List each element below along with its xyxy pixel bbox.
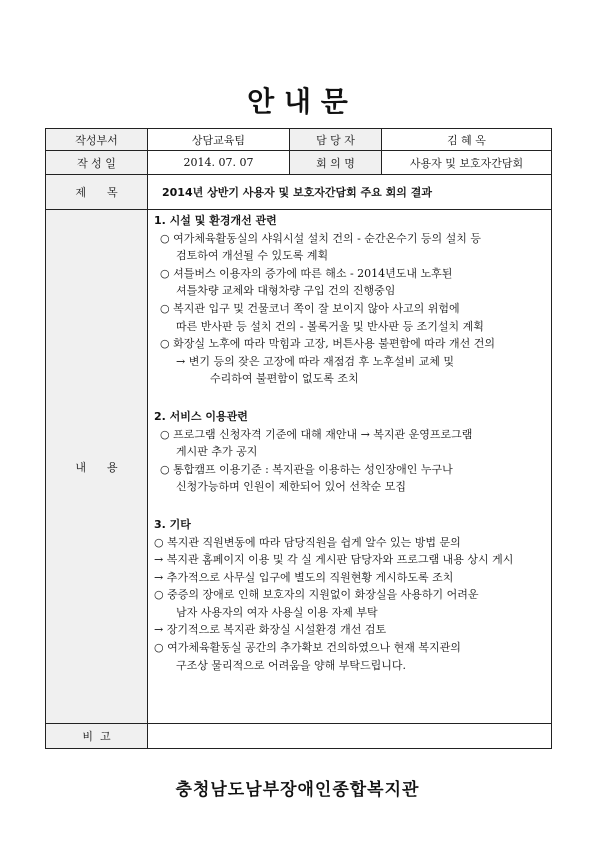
content-line: 검토하여 개선될 수 있도록 계획 (176, 249, 329, 263)
remarks-label: 비 고 (46, 724, 148, 749)
content-line: ○ 통합캠프 이용기준 : 복지관을 이용하는 성인장애인 누구나 (160, 462, 453, 476)
organization-name: 충청남도남부장애인종합복지관 (175, 780, 420, 800)
content-line: 따른 반사판 등 설치 건의 - 볼록거울 및 반사판 등 조기설치 계획 (176, 319, 484, 333)
subject-value: 2014년 상반기 사용자 및 보호자간담회 주요 회의 결과 (148, 175, 552, 210)
content-line: 남자 사용자의 여자 사용실 이용 자제 부탁 (176, 605, 378, 619)
notice-table (45, 128, 552, 749)
content-line: → 변기 등의 잦은 고장에 따라 재점검 후 노후설비 교체 및 (176, 354, 454, 368)
section-1-title: 1. 시설 및 환경개선 관련 (154, 214, 277, 227)
date-value: 2014. 07. 07 (148, 151, 290, 175)
remarks-value (148, 724, 552, 749)
content-line: ○ 복지관 입구 및 건물코너 쪽이 잘 보이지 않아 사고의 위험에 (160, 301, 460, 315)
subject-row (46, 175, 552, 210)
content-line: → 복지관 홈페이지 이용 및 각 실 게시판 담당자와 프로그램 내용 상시 게시 (154, 553, 514, 567)
content-row (46, 210, 552, 724)
dept-value: 상담교육팀 (148, 129, 290, 151)
section-2-title: 2. 서비스 이용관련 (154, 409, 248, 423)
content-line: ○ 여가체육활동실의 샤워시설 설치 건의 - 순간온수기 등의 설치 등 (160, 231, 482, 245)
dept-label: 작성부서 (46, 129, 148, 151)
content-line: ○ 여가체육활동실 공간의 추가확보 건의하였으나 현재 복지관의 (154, 641, 461, 655)
content-line: 구조상 물리적으로 어려움을 양해 부탁드립니다. (176, 658, 407, 672)
content-line: 셔틀차량 교체와 대형차량 구입 건의 진행중임 (176, 284, 396, 298)
content-line: ○ 중증의 장애로 인해 보호자의 지원없이 화장실을 사용하기 어려운 (154, 588, 479, 602)
content-line: 수리하여 불편함이 없도록 조치 (210, 372, 359, 386)
header-row-1 (46, 129, 552, 151)
subject-label: 제 목 (46, 175, 148, 210)
content-line: → 추가적으로 사무실 입구에 별도의 직원현황 게시하도록 조치 (154, 570, 454, 584)
date-label: 작 성 일 (46, 151, 148, 175)
content-line: ○ 화장실 노후에 따라 막힘과 고장, 버튼사용 불편함에 따라 개선 건의 (160, 337, 495, 351)
manager-value: 김 혜 옥 (382, 129, 552, 151)
remarks-row (46, 724, 552, 749)
content-line: → 장기적으로 복지관 화장실 시설환경 개선 검토 (154, 623, 387, 637)
content-line: ○ 프로그램 신청자격 기준에 대해 재안내 → 복지관 운영프로그램 (160, 427, 473, 441)
header-row-2 (46, 151, 552, 175)
content-line: 신청가능하며 인원이 제한되어 있어 선착순 모집 (176, 480, 407, 494)
content-label: 내 용 (46, 210, 148, 724)
document-title: 안 내 문 (247, 85, 348, 118)
manager-label: 담 당 자 (290, 129, 382, 151)
section-3-title: 3. 기타 (154, 517, 191, 531)
content-line: 게시판 추가 공지 (176, 445, 258, 459)
content-body (148, 210, 552, 724)
content-line: ○ 복지관 직원변동에 따라 담당직원을 쉽게 알수 있는 방법 문의 (154, 535, 461, 549)
content-line: ○ 셔틀버스 이용자의 증가에 따른 해소 - 2014년도내 노후된 (160, 266, 453, 280)
meeting-label: 회 의 명 (290, 151, 382, 175)
meeting-value: 사용자 및 보호자간담회 (382, 151, 552, 175)
